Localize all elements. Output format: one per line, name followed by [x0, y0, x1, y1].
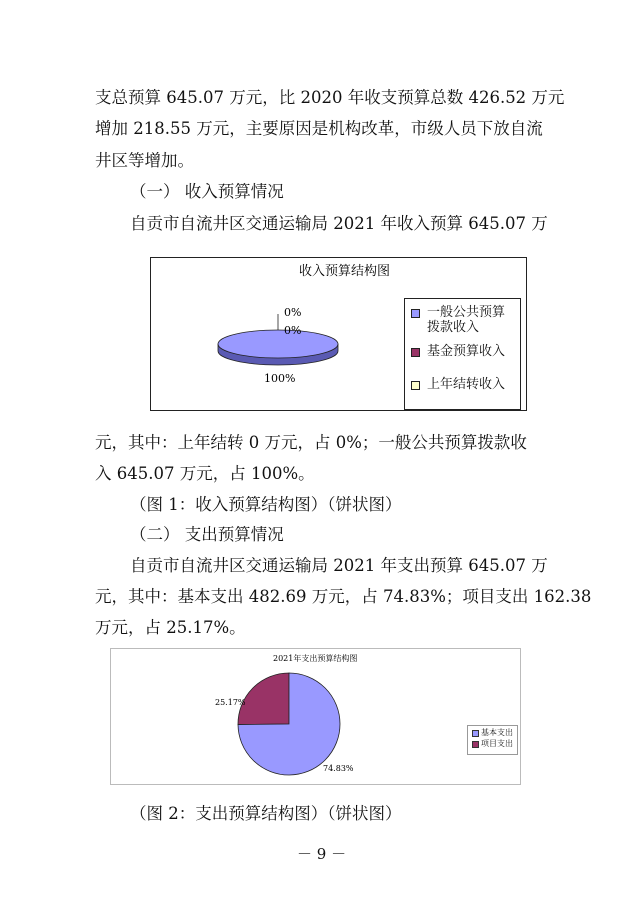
legend-label: 项目支出	[481, 739, 513, 748]
section-heading: （一） 收入预算情况	[130, 182, 284, 201]
chart-title: 2021年支出预算结构图	[273, 654, 358, 663]
paragraph-line: 万元，占 25.17%。	[95, 618, 246, 637]
data-label-general: 100%	[264, 372, 296, 385]
paragraph-line: 支总预算 645.07 万元，比 2020 年收支预算总数 426.52 万元	[95, 88, 565, 107]
paragraph-line: 入 645.07 万元，占 100%。	[95, 464, 315, 483]
legend-swatch	[472, 730, 479, 737]
pie-slice-general-budget	[218, 330, 338, 358]
income-pie-chart	[150, 257, 527, 411]
legend-swatch	[411, 348, 420, 357]
paragraph-line: 自贡市自流井区交通运输局 2021 年收入预算 645.07 万	[130, 214, 548, 233]
legend-item	[472, 728, 513, 738]
legend-label: 一般公共预算拨款收入	[427, 305, 506, 335]
legend-swatch	[411, 309, 420, 318]
paragraph-line: 元，其中：上年结转 0 万元，占 0%；一般公共预算拨款收	[95, 433, 527, 452]
pie-slice-project	[238, 673, 289, 725]
data-label-project: 25.17%	[215, 698, 246, 707]
page-number: － 9 －	[297, 845, 347, 863]
paragraph-line: 增加 218.55 万元，主要原因是机构改革，市级人员下放自流	[95, 119, 543, 138]
section-heading: （二） 支出预算情况	[130, 525, 284, 544]
legend-label: 基本支出	[481, 728, 513, 737]
expense-pie-svg	[111, 649, 520, 784]
data-label-fund: 0%	[284, 306, 302, 319]
figure-caption: （图 1：收入预算结构图）（饼状图）	[130, 495, 402, 514]
data-label-carryover: 0%	[284, 324, 302, 337]
chart-title: 收入预算结构图	[299, 264, 391, 279]
paragraph-line: 自贡市自流井区交通运输局 2021 年支出预算 645.07 万	[130, 556, 548, 575]
legend-label: 基金预算收入	[427, 344, 506, 359]
figure-caption: （图 2：支出预算结构图）（饼状图）	[130, 804, 402, 823]
chart-legend	[467, 725, 518, 755]
paragraph-line: 元，其中：基本支出 482.69 万元，占 74.83%；项目支出 162.38	[95, 587, 592, 606]
legend-item	[472, 739, 513, 749]
legend-swatch	[472, 741, 479, 748]
legend-label: 上年结转收入	[427, 377, 506, 392]
data-label-basic: 74.83%	[323, 764, 354, 773]
chart-legend	[404, 298, 521, 410]
legend-swatch	[411, 381, 420, 390]
expense-pie-chart	[110, 648, 521, 785]
paragraph-line: 井区等增加。	[95, 151, 194, 170]
